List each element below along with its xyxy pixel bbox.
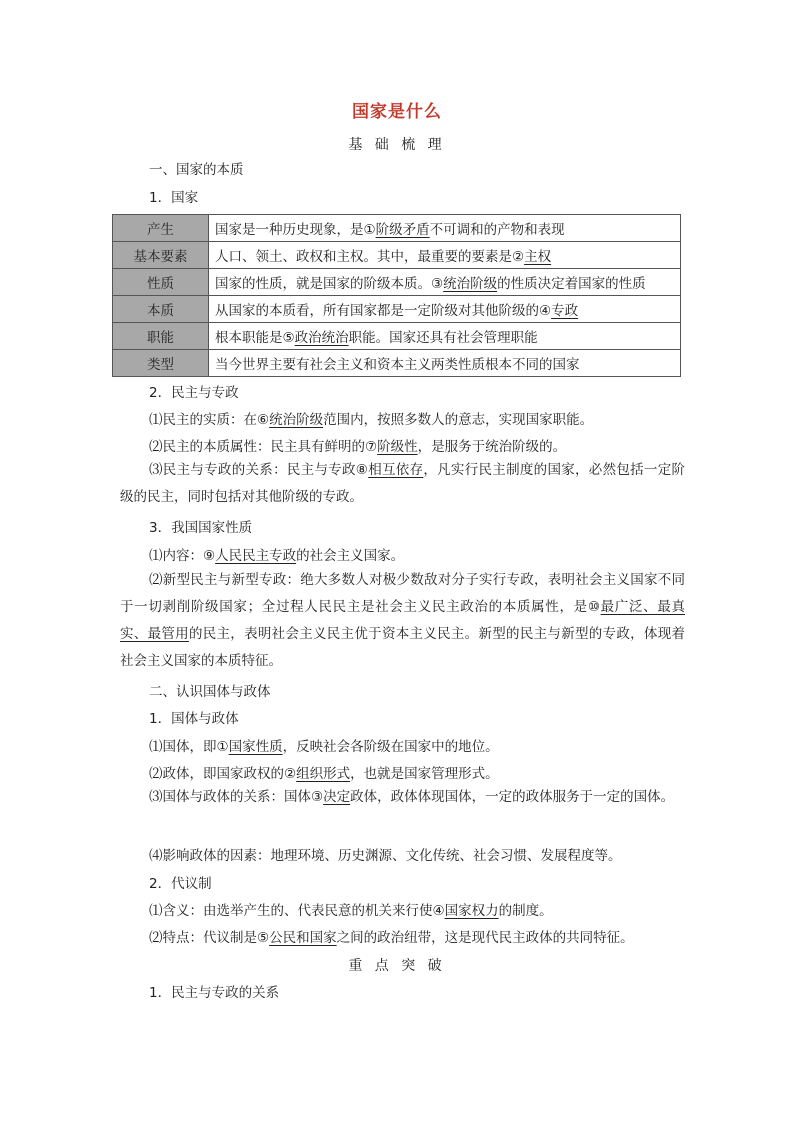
- answer-blank: 统治阶级: [443, 276, 498, 292]
- table-value-cell: [209, 242, 681, 269]
- state-info-table: [112, 214, 681, 377]
- table-row: [113, 296, 681, 323]
- answer-blank: 阶级矛盾: [375, 222, 430, 238]
- table-row: [113, 350, 681, 377]
- text-segment: ⑴民主的实质：在⑥: [149, 412, 270, 428]
- text-segment: ⑴含义：由选举产生的、代表民意的机关来行使④: [149, 903, 445, 919]
- text-segment: ⑵政体，即国家政权的②: [149, 766, 297, 782]
- text-segment: ，反映社会各阶级在国家中的地位。: [282, 739, 499, 755]
- text-segment: ⑵特点：代议制是⑤: [149, 930, 270, 946]
- text-segment: ，也就是国家管理形式。: [350, 766, 499, 782]
- text-segment: 不可调和的产物和表现: [429, 222, 565, 238]
- text-segment: ⑴国体，即①: [149, 739, 229, 755]
- paragraph-state-system: [149, 737, 499, 757]
- subheading-system-regime: 1．国体与政体: [149, 711, 239, 727]
- answer-blank: 国家权力: [444, 903, 499, 919]
- answer-blank: 公民和国家: [269, 930, 337, 946]
- answer-blank: 阶级性: [377, 439, 418, 455]
- table-key-cell: 性质: [113, 269, 209, 296]
- text-segment: 的社会主义国家。: [296, 548, 405, 564]
- subheading-representative-system: 2．代议制: [149, 876, 212, 892]
- table-value-cell: [209, 350, 681, 377]
- paragraph-content: [149, 546, 404, 566]
- text-segment: 职能。国家还具有社会管理职能: [348, 330, 538, 346]
- table-row: [113, 269, 681, 296]
- text-segment: 的制度。: [498, 903, 553, 919]
- text-segment: 范围内，按照多数人的意志，实现国家职能。: [323, 412, 594, 428]
- answer-blank: 专政: [551, 303, 579, 319]
- table-row: [113, 215, 681, 242]
- text-segment: 之间的政治纽带，这是现代民主政体的共同特征。: [336, 930, 634, 946]
- answer-blank: 国家性质: [228, 739, 283, 755]
- text-segment: ，凡实行民主制度的国家，必然包括一定阶级的民主，同时包括对其他阶级的专政。: [120, 462, 686, 505]
- answer-blank: 组织形式: [296, 766, 351, 782]
- text-segment: ⑵新型民主与新型专政：绝大多数人对极少数敌对分子实行专政，表明社会主义国家不同于一切剥削阶级国家；全过程人民民主是社会主义民主政治的本质属性，是⑩: [120, 572, 685, 615]
- text-segment: ⑴内容：⑨: [149, 548, 216, 564]
- paragraph-representative-meaning: [149, 901, 553, 921]
- paragraph-democracy-attribute: [149, 437, 566, 457]
- subheading-democracy-dictatorship-relation: 1．民主与专政的关系: [149, 985, 280, 1001]
- answer-blank: 人民民主专政: [215, 548, 297, 564]
- table-value-cell: [209, 323, 681, 350]
- heading-nature-of-state: 一、国家的本质: [149, 162, 244, 178]
- table-key-cell: 职能: [113, 323, 209, 350]
- text-segment: 根本职能是⑤: [215, 330, 295, 346]
- heading-state-system: 二、认识国体与政体: [149, 684, 271, 700]
- subheading-our-state-nature: 3．我国国家性质: [149, 520, 253, 536]
- answer-blank: 政治统治: [294, 330, 349, 346]
- answer-blank: 主权: [524, 249, 552, 265]
- text-segment: 人口、领土、政权和主权。其中，最重要的要素是②: [215, 249, 525, 265]
- table-key-cell: 类型: [113, 350, 209, 377]
- text-segment: 的性质决定着国家的性质: [497, 276, 646, 292]
- section-heading-basics: 基 础 梳 理: [348, 137, 446, 153]
- text-segment: ，是服务于统治阶级的。: [417, 439, 567, 455]
- table-value-cell: [209, 269, 681, 296]
- answer-blank: 最广泛、最真实、最管用: [120, 599, 685, 642]
- subheading-state: 1．国家: [149, 190, 199, 206]
- text-segment: ⑶民主与专政的关系：民主与专政⑧: [149, 462, 369, 478]
- text-segment: 政体，政体体现国体，一定的政体服务于一定的国体。: [350, 789, 675, 805]
- text-segment: 从国家的本质看，所有国家都是一定阶级对其他阶级的④: [215, 303, 552, 319]
- answer-blank: 决定: [323, 789, 351, 805]
- table-key-cell: 基本要素: [113, 242, 209, 269]
- table-value-cell: [209, 215, 681, 242]
- paragraph-representative-feature: [149, 928, 634, 948]
- answer-blank: 相互依存: [368, 462, 424, 478]
- text-segment: 当今世界主要有社会主义和资本主义两类性质根本不同的国家: [215, 357, 580, 373]
- paragraph-regime-factors: ⑷影响政体的因素：地理环境、历史渊源、文化传统、社会习惯、发展程度等。: [149, 848, 622, 864]
- text-segment: 国家的性质，就是国家的阶级本质。③: [215, 276, 444, 292]
- section-heading-focus: 重 点 突 破: [348, 958, 446, 974]
- table-key-cell: 本质: [113, 296, 209, 323]
- paragraph-system-regime-relation: [120, 784, 685, 811]
- text-segment: ⑵民主的本质属性：民主具有鲜明的⑦: [149, 439, 378, 455]
- table-key-cell: 产生: [113, 215, 209, 242]
- text-segment: 的民主，表明社会主义民主优于资本主义民主。新型的民主与新型的专政，体现着社会主义国家的本质特征。: [120, 626, 685, 669]
- answer-blank: 统治阶级: [269, 412, 324, 428]
- paragraph-democracy-essence: [149, 410, 593, 430]
- text-segment: 国家是一种历史现象，是①: [215, 222, 376, 238]
- paragraph-new-democracy: [120, 567, 685, 675]
- subheading-democracy-dictatorship: 2．民主与专政: [149, 385, 239, 401]
- text-segment: ⑶国体与政体的关系：国体③: [149, 789, 324, 805]
- table-value-cell: [209, 296, 681, 323]
- paragraph-regime: [149, 764, 499, 784]
- paragraph-democracy-relation: [120, 457, 685, 511]
- table-row: [113, 242, 681, 269]
- page-title: 国家是什么: [352, 102, 442, 122]
- table-row: [113, 323, 681, 350]
